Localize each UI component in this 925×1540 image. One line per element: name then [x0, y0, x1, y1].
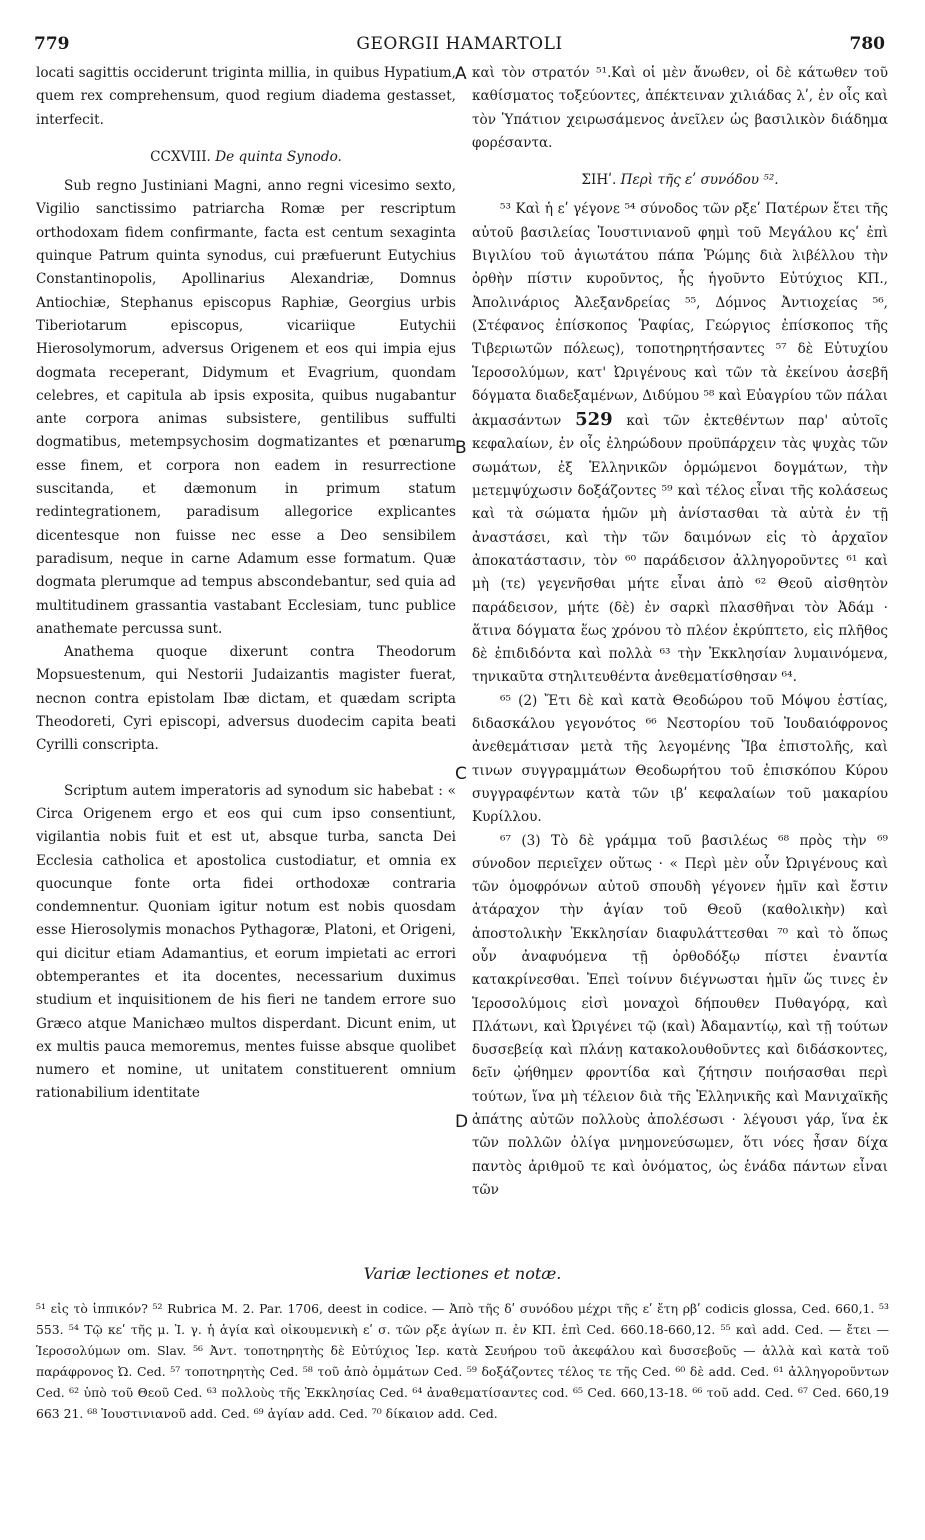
margin-letter: C: [455, 764, 467, 784]
greek-section-heading: [472, 169, 888, 192]
margin-letter: B: [455, 438, 467, 458]
greek-heading-number: ΣΙΗʹ.: [581, 172, 617, 189]
latin-heading-title: De quinta Synodo.: [215, 148, 342, 165]
latin-intro: locati sagittis occiderunt triginta millia, in quibus Hypatium, quem rex comprehensum, quod regium diadema gestasset, interfecit.: [36, 65, 456, 128]
greek-paragraph: ⁶⁵ (2) Ἔτι δὲ καὶ κατὰ Θεοδώρου τοῦ Μόψου ἑστίας, διδασκάλου γεγονότος ⁶⁶ Νεστορίου τοῦ Ἰουδαιόφρονος ἀνεθεμάτισαν μετὰ τῆς λεγομένης Ἴβα ἐπιστολῆς, καὶ τινων συγγραμμάτων Θεοδωρήτου τοῦ ἐπισκόπου Κύρου συγγραφέντων κατὰ τῶν ιβʹ κεφαλαίων τοῦ μακαρίου Κυρίλλου.: [472, 692, 888, 826]
latin-column: [36, 62, 456, 1106]
margin-letter: A: [455, 64, 467, 84]
latin-heading-number: CCXVIII.: [150, 148, 211, 165]
greek-intro: καὶ τὸν στρατόν ⁵¹.Καὶ οἱ μὲν ἄνωθεν, οἱ δὲ κάτωθεν τοῦ καθίσματος τοξεύοντες, ἀπέκτειναν χιλιάδας λʹ, ἐν οἷς καὶ τὸν Ὑπάτιον χειρωσάμενος ἀνεῖλεν ὡς βασιλικὸν διάδημα φορέσαντα.: [472, 65, 888, 151]
running-title: GEORGII HAMARTOLI: [356, 34, 563, 54]
notes-title: Variæ lectiones et notæ.: [363, 1264, 562, 1283]
page-number-left: 779: [34, 34, 70, 54]
greek-heading-title: Περὶ τῆς εʹ συνόδου ⁵².: [620, 172, 779, 189]
greek-text: καὶ τῶν ἐκτεθέντων παρ' αὐτοῖς κεφαλαίων, ἐν οἷς ἐληρώδουν προϋπάρχειν τὰς ψυχὰς τῶν σωμάτων, ἐξ Ἑλληνικῶν ὁρμώμενοι δογμάτων, τὴν μετεμψύχωσιν δοξάζοντες ⁵⁹ καὶ τέλος εἶναι τῆς κολάσεως καὶ τὰ σώματα ἡμῶν μὴ ἀνίστασθαι τὰ αὐτὰ ἐν τῇ ἀναστάσει, καὶ τὴν τῶν δαιμόνων εἰς τὸ ἀρχαῖον ἀποκατάστασιν, τὸν ⁶⁰ παράδεισον ἀλληγοροῦντες ⁶¹ καὶ μὴ (τε) γεγενῆσθαι μήτε εἶναι ἀπὸ ⁶² Θεοῦ αἰσθητὸν παράδεισον, μήτε (δὲ) ἐν σαρκὶ πλασθῆναι τὸν Ἀδάμ · ἅτινα δόγματα ἕως χρόνου τὸ πλέον ἐκρύπτετο, εἰς πλῆθος δὲ ἐπιδιδόντα καὶ πολλὰ ⁶³ τὴν Ἐκκλησίαν λυμαινόμενα, τηνικαῦτα στηλιτευθέντα ἀνεθεματίσθησαν ⁶⁴.: [472, 413, 888, 686]
greek-paragraph: ⁶⁷ (3) Τὸ δὲ γράμμα τοῦ βασιλέως ⁶⁸ πρὸς τὴν ⁶⁹ σύνοδον περιεῖχεν οὕτως · « Περὶ μὲν οὖν Ὠριγένους καὶ τῶν ὁμοφρόνων αὐτοῦ σπουδὴ γέγονεν ἡμῖν καὶ ἔστιν ἀτάραχον τὴν ἁγίαν τοῦ Θεοῦ (καθολικὴν) καὶ ἀποστολικὴν Ἐκκλησίαν διαφυλάττεσθαι ⁷⁰ καὶ τὸ ὅπως οὖν ἀναφυόμενα τῇ ὀρθοδόξῳ πίστει ἐναντία κατακρίνεσθαι. Ἐπεὶ τοίνυν διέγνωσται ἡμῖν ὥς τινες ἐν Ἱεροσολύμοις εἰσὶ μοναχοὶ δήπουθεν Πυθαγόρᾳ, καὶ Πλάτωνι, καὶ Ὠριγένει τῷ (καὶ) Ἀδαμαντίῳ, καὶ τῇ τούτων δυσσεβείᾳ καὶ πλάνῃ κατακολουθοῦντες καὶ διδάσκοντες, δεῖν ᾠήθημεν φροντίδα καὶ ζήτησιν ποιήσασθαι περὶ τούτων, ἵνα μὴ τέλειον διὰ τῆς Ἑλληνικῆς καὶ Μανιχαϊκῆς ἀπάτης αὐτῶν πολλοὺς ἀπολέσωσι · λέγουσι γάρ, ἵνα ἐκ τῶν πολλῶν ὀλίγα μνημονεύσωμεν, ὅτι νόες ἦσαν δίχα παντὸς ἀριθμοῦ τε καὶ ὀνόματος, ὡς ἑνάδα πάντων εἶναι τῶν: [472, 832, 888, 1198]
latin-section-heading: [36, 146, 456, 169]
margin-letter: D: [455, 1112, 469, 1132]
latin-paragraph: Scriptum autem imperatoris ad synodum sic habebat : « Circa Origenem ergo et eos qui cum ipso consentiunt, vigilantia nobis fuit et est ut, absque turba, sancta Dei Ecclesia catholica et apostolica custodiatur, et omnia ex quocunque fonte orta fidei orthodoxæ contraria condemnentur. Quoniam igitur notum est nobis quosdam esse Hierosolymis monachos Pythagoræ, Platoni, et Origeni, qui dicitur etiam Adamantius, et eorum impietati ac errori obtemperantes et ita docentes, necessarium duximus studium et inquisitionem de his fieri ne tandem errore suo Græco atque Manichæo multos disperdant. Dicunt enim, ut ex multis pauca memoremus, mentes fuisse absque quolibet numero et nomine, ut unitatem constituerent omnium rationabilium identitate: [36, 782, 456, 1102]
greek-paragraph: [472, 198, 888, 689]
column-number: 529: [575, 409, 613, 431]
page-number-right: 780: [849, 34, 885, 54]
page-header: [34, 34, 885, 60]
greek-column: [472, 62, 888, 1202]
variant-notes: ⁵¹ εἰς τὸ ἱππικόν? ⁵² Rubrica M. 2. Par. 1706, deest in codice. — Ἀπὸ τῆς δʹ συνόδου μέχρι τῆς εʹ ἔτη ρβʹ codicis glossa, Ced. 660,1. ⁵³ 553. ⁵⁴ Τῷ κεʹ τῆς μ. Ἰ. γ. ἡ ἁγία καὶ οἰκουμενικὴ εʹ σ. τῶν ρξε ἁγίων π. ἐν ΚΠ. ἐπὶ Ced. 660.18-660,12. ⁵⁵ καὶ add. Ced. — ἔτει — Ἱεροσολύμων om. Slav. ⁵⁶ Ἀντ. τοποτηρητὴς δὲ Εὐτύχιος Ἱερ. κατὰ Σευήρου τοῦ ἀκεφάλου καὶ δυσσεβοῦς — ἀλλὰ καὶ κατὰ τοῦ παράφρονος Ὠ. Ced. ⁵⁷ τοποτηρητὴς Ced. ⁵⁸ τοῦ ἀπὸ ὀμμάτων Ced. ⁵⁹ δοξάζοντες τέλος τε τῆς Ced. ⁶⁰ δὲ add. Ced. ⁶¹ ἀλληγοροῦντων Ced. ⁶² ὑπὸ τοῦ Θεοῦ Ced. ⁶³ πολλοὺς τῆς Ἐκκλησίας Ced. ⁶⁴ ἀναθεματίσαντες cod. ⁶⁵ Ced. 660,13-18. ⁶⁶ τοῦ add. Ced. ⁶⁷ Ced. 660,19 663 21. ⁶⁸ Ἰουστινιανοῦ add. Ced. ⁶⁹ ἁγίαν add. Ced. ⁷⁰ δίκαιον add. Ced.: [36, 1301, 889, 1421]
greek-text: ⁵³ Καὶ ἡ εʹ γέγονε ⁵⁴ σύνοδος τῶν ρξεʹ Πατέρων ἔτει τῆς αὐτοῦ βασιλείας Ἰουστινιανοῦ φημὶ τοῦ Μεγάλου κςʹ ἐπὶ Βιγιλίου τοῦ ἁγιωτάτου πάπα Ῥώμης διὰ λιβέλλου τὴν ὀρθὴν πίστιν κυροῦντος, ἧς ἡγοῦντο Εὐτύχιος ΚΠ., Ἀπολινάριος Ἀλεξανδρείας ⁵⁵, Δόμνος Ἀντιοχείας ⁵⁶, (Στέφανος ἐπίσκοπος Ῥαφίας, Γεώργιος ἐπίσκοπος τῆς Τιβεριωτῶν πόλεως), τοποτηρητήσαντες ⁵⁷ δὲ Εὐτυχίου Ἱεροσολύμων, κατ' Ὠριγένους καὶ τῶν τὰ ἐκείνου ἀσεβῆ δόγματα διαδεξαμένων, Διδύμου ⁵⁸ καὶ Εὐαγρίου τῶν πάλαι ἀκμασάντων: [472, 201, 889, 430]
latin-paragraph: Sub regno Justiniani Magni, anno regni vicesimo sexto, Vigilio sanctissimo patriarcha Romæ per rescriptum orthodoxam fidem confirmante, facta est centum sexaginta quinque Patrum quinta synodus, cui præfuerunt Eutychius Constantinopolis, Apollinarius Alexandriæ, Domnus Antiochiæ, Stephanus episcopus Raphiæ, Georgius urbis Tiberiotarum episcopus, vicariique Eutychii Hierosolymorum, adversus Origenem et eos qui impia ejus dogmata receperant, Didymum et Evagrium, quondam celebres, et capitula ab ipsis exposita, quibus nugabantur ante corpora animas subsistere, gentilibus suffulti dogmatibus, metempsychosim dogmatizantes et pœnarum esse finem, et corpora non eadem in resurrectione suscitanda, et dæmonum in primum statum redintegrationem, paradisum allegorice explicantes dicentesque non fuisse nec esse a Deo sensibilem paradisum, neque in carne Adamum esse formatum. Quæ dogmata plerumque ad tempus abscondebantur, sed quia ad multitudinem grassantia vastabant Ecclesiam, tunc publice anathemate percussa sunt.: [36, 178, 456, 637]
latin-paragraph: Anathema quoque dixerunt contra Theodorum Mopsuestenum, qui Nestorii Judaizantis magister fuerat, necnon contra epistolam Ibæ dictam, et quædam scripta Theodoreti, Cyri episcopi, adversus duodecim capita beati Cyrilli conscripta.: [36, 644, 456, 754]
